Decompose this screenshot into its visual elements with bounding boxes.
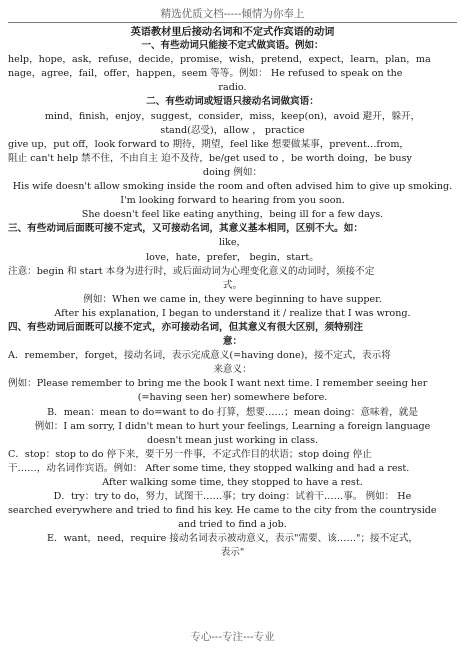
- text-line: help，hope，ask，refuse，decide，promise，wish，pretend，expect，learn，plan，ma: [8, 54, 431, 66]
- example-sentence: 例如：I am sorry, I didn't mean to hurt your feelings, Learning a foreign language: [34, 420, 431, 432]
- section-heading-4-cont: 意：: [222, 336, 243, 348]
- note-line: 式。: [222, 279, 243, 291]
- example-sentence: doesn't mean just working in class.: [146, 434, 319, 446]
- text-line: B．mean：mean to do=want to do 打算，想要……；mean doing：意味着，就是: [47, 406, 418, 418]
- text-line: like，: [218, 237, 247, 249]
- text-line: 来意义：: [213, 364, 252, 376]
- example-sentence: After walking some time, they stopped to have a rest.: [102, 477, 363, 488]
- document-title: 英语教材里后接动名词和不定式作宾语的动词: [130, 26, 335, 38]
- text-line: A．remember，forget，接动名词，表示完成意义(=having done)，接不定式，表示将: [8, 350, 391, 362]
- text-line: 阻止 can't help 禁不住，不由自主 迫不及待，be/get used to ，be worth doing，be busy: [8, 152, 412, 164]
- section-heading-2: 二、有些动词或短语只接动名词做宾语：: [146, 96, 319, 108]
- example-sentence: 例如：When we came in, they were beginning to have supper.: [83, 293, 382, 305]
- document-body: [8, 25, 457, 561]
- page-header: 精选优质文档-----倾情为你奉上: [160, 8, 305, 20]
- text-line: D．try：try to do，努力，试图干……事；try doing：试着干……事。 例如： He: [53, 491, 412, 503]
- text-line: E．want，need，require 接动名词表示被动意义，表示"需要、该……"；接不定式，: [46, 533, 419, 545]
- example-sentence: 例如：Please remember to bring me the book I want next time. I remember seeing her: [8, 378, 428, 390]
- page-footer: 专心---专注---专业: [190, 631, 275, 643]
- text-line: give up，put off，look forward to 期待，期望，feel like 想要做某事，prevent…from，: [8, 138, 410, 150]
- example-sentence: After his explanation, I began to understand it / realize that I was wrong.: [54, 307, 411, 319]
- text-line: doing 例如：: [202, 166, 263, 178]
- example-sentence: She doesn't feel like eating anything，being ill for a few days.: [81, 209, 384, 221]
- example-sentence: searched everywhere and tried to find his key. He came to the city from the countryside: [8, 505, 437, 517]
- example-sentence: (=having seen her) somewhere before.: [137, 392, 328, 404]
- example-sentence: 干……，动名词作宾语。例如： After some time, they stopped walking and had a rest.: [8, 462, 410, 474]
- text-line: C．stop：stop to do 停下来，要干另一件事，不定式作目的状语；stop doing 停止: [8, 448, 372, 460]
- example-sentence: His wife doesn't allow smoking inside the room and often advised him to give up smoking.: [12, 181, 453, 193]
- example-sentence: and tried to find a job.: [178, 519, 287, 531]
- note-line: 注意：begin 和 start 本身为进行时，或后面动词为心理变化意义的动词时，须接不定: [8, 265, 375, 277]
- section-heading-1: 一、有些动词只能接不定式做宾语。例如：: [141, 40, 324, 52]
- example-sentence: I'm looking forward to hearing from you soon.: [120, 195, 345, 207]
- text-line: mind，finish，enjoy，suggest，consider，miss，keep(on)，avoid 避开，躲开，: [44, 110, 421, 122]
- text-line: love，hate，prefer， begin，start。: [146, 251, 319, 263]
- header-divider: [8, 22, 457, 23]
- section-heading-4: 四、有些动词后面既可以接不定式，亦可接动名词，但其意义有很大区别，须特别注: [8, 321, 363, 333]
- text-line: stand(忍受)，allow ， practice: [160, 124, 305, 136]
- text-line: radio.: [218, 82, 247, 94]
- text-line: 表示": [220, 547, 245, 559]
- text-line: nage，agree，fail，offer，happen，seem 等等。例如： He refused to speak on the: [8, 68, 403, 80]
- section-heading-3: 三、有些动词后面既可接不定式，又可接动名词，其意义基本相同，区别不大。如：: [8, 223, 363, 235]
